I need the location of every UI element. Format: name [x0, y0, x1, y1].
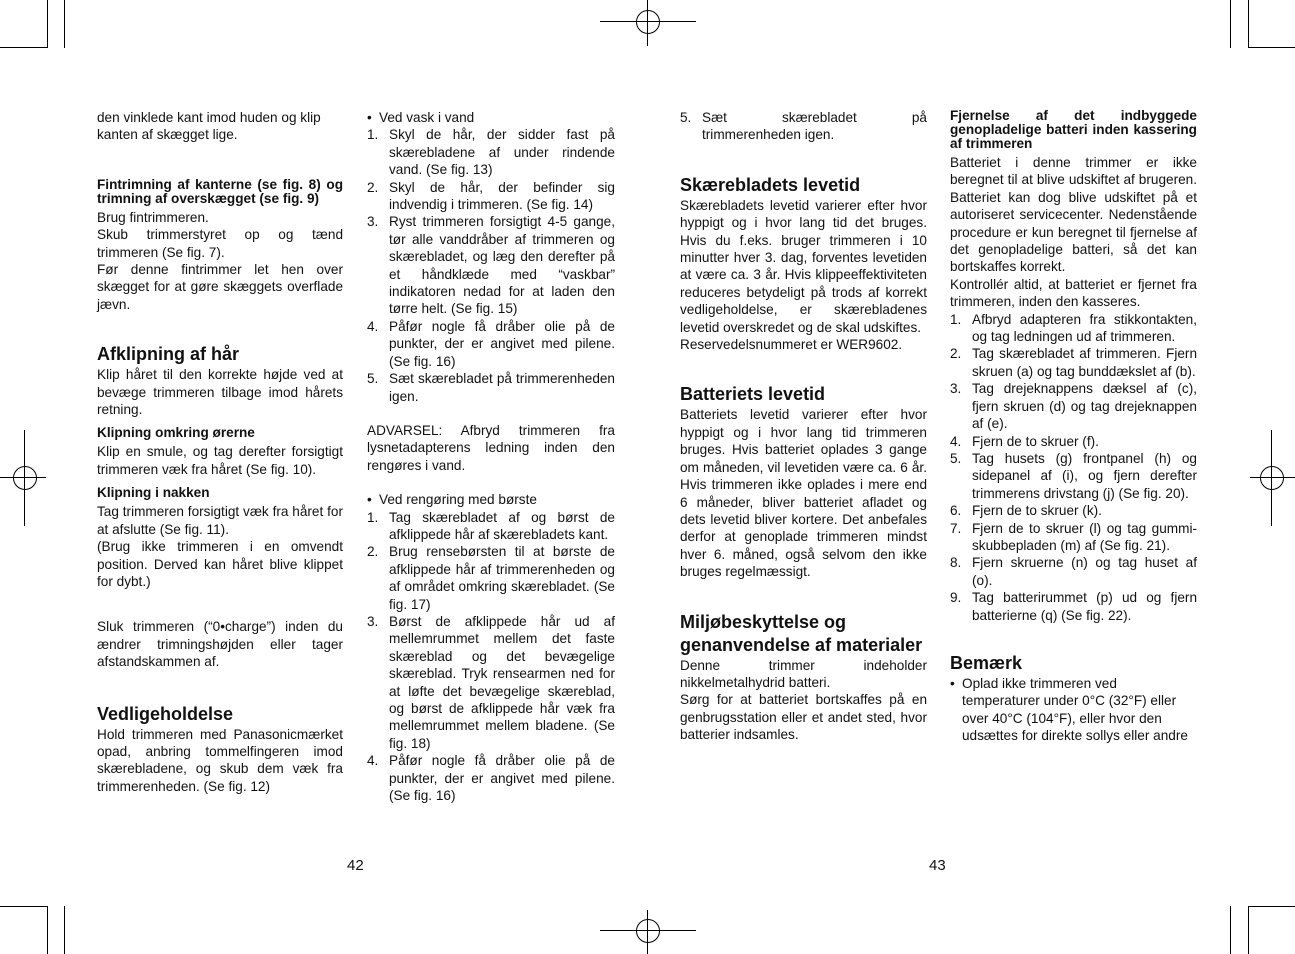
list-number: 2. — [950, 346, 962, 362]
list-item — [950, 554, 1197, 589]
list-number: 5. — [950, 450, 962, 466]
list-text: Tag husets (g) frontpanel (h) og sidepanel af (i), og fjern derefter trimmerens drivstang (j) (Se fig. 20). — [972, 450, 1197, 501]
fintrim-text-1: Brug fintrimmeren. — [97, 209, 209, 225]
list-item — [367, 318, 615, 370]
vask-label — [367, 109, 615, 126]
fjern-batteri-text-2: Kontrollér altid, at batteriet er fjernet fra trimmeren, inden den kasseres. — [950, 276, 1197, 310]
page43-column-left — [680, 109, 927, 744]
list-number: 2. — [367, 544, 379, 560]
ore-text: Klip en smule, og tag derefter forsigtigt trimmeren væk fra håret (Se fig. 10). — [97, 444, 343, 477]
page-number-43: 43 — [929, 857, 946, 874]
skaereblad-levetid-heading: Skærebladets levetid — [680, 174, 861, 195]
bullet: • — [367, 110, 372, 125]
intro-text: den vinklede kant imod huden og klip kanten af skægget lige. — [97, 110, 321, 143]
fjern-batteri-heading: Fjernelse af det indbyggede genopladelige batteri inden kassering af trimmeren — [950, 108, 1197, 151]
list-number: 1. — [367, 509, 379, 525]
list-number: 5. — [680, 110, 692, 125]
borste-label — [367, 491, 615, 508]
list-text: Fjern de to skruer (f). — [972, 433, 1099, 449]
advarsel-text: ADVARSEL: Afbryd trimmeren fra lysnetadapterens ledning inden den rengøres i vand. — [367, 422, 615, 473]
list-item — [950, 450, 1197, 502]
bemaerk-text: Oplad ikke trimmeren ved temperaturer under 0°C (32°F) eller over 40°C (104°F), eller hvor den udsættes for direkte sollys eller andre — [962, 675, 1188, 744]
list-item — [367, 126, 615, 178]
crop-mark-top-left-v — [47, 0, 48, 48]
registration-mark-bottom — [600, 906, 696, 954]
list-item — [367, 370, 615, 405]
crop-mark-top-right-h — [1248, 47, 1295, 48]
miljo-text-1: Denne trimmer indeholder nikkelmetalhydrid batteri. — [680, 657, 927, 690]
vask-label-text: Ved vask i vand — [379, 110, 475, 125]
list-text: Skyl de hår, der sidder fast på skærebladene af under rindende vand. (Se fig. 13) — [389, 127, 615, 178]
page42-column-right — [367, 109, 615, 804]
bullet: • — [367, 492, 372, 508]
list-text: Påfør nogle få dråber olie på de punkter, der er angivet med pilene. (Se fig. 16) — [389, 753, 615, 804]
list-number: 3. — [367, 613, 379, 629]
afklip-text: Klip håret til den korrekte højde ved at bevæge trimmeren tilbage imod hårets retning. — [97, 367, 343, 418]
list-text: Fjern skruerne (n) og tag huset af (o). — [972, 555, 1197, 588]
list-item — [950, 433, 1197, 450]
list-item — [950, 345, 1197, 380]
list-text: Ryst trimmeren forsigtigt 4-5 gange, tør alle vanddråber af trimmeren og skærebladet, og læg den derefter på et håndklæde med “vaskbar” indikatoren nedad for at laden den tørre helt. (Se fig. 15) — [389, 214, 615, 317]
list-number: 7. — [950, 520, 962, 536]
list-item — [367, 752, 615, 804]
list-text: Sæt skærebladet på trimmerenheden igen. — [389, 371, 615, 404]
bemaerk-heading: Bemærk — [950, 652, 1023, 673]
crop-mark-bottom-right-v2 — [1230, 906, 1231, 954]
list-text: Tag skærebladet af og børst de afklippede hår af skærebladets kant. — [389, 509, 615, 542]
crop-mark-top-left-v2 — [64, 0, 65, 48]
miljo-heading: Miljøbeskyttelse og genanvendelse af materialer — [680, 611, 923, 655]
list-number: 1. — [367, 127, 379, 143]
vask-steps-list — [367, 126, 615, 405]
list-number: 1. — [950, 311, 962, 327]
fintrim-text-3: Før denne fintrimmer let hen over skægget for at gøre skæggets overflade jævn. — [97, 262, 343, 312]
crop-mark-top-left-h — [0, 47, 48, 48]
list-text: Afbryd adapteren fra stikkontakten, og tag ledningen ud af trimmeren. — [972, 311, 1197, 345]
batteri-levetid-heading: Batteriets levetid — [680, 384, 826, 405]
vedligeholdelse-text: Hold trimmeren med Panasonicmærket opad, anbring tommelfingeren imod skærebladene, og skub dem væk fra trimmerenheden. (Se fig. 12) — [97, 726, 343, 794]
list-text: Tag drejeknappens dæksel af (c), fjern skruen (d) og tag drejeknappen af (e). — [972, 381, 1197, 432]
nakke-text-2: (Brug ikke trimmeren i en omvendt position. Derved kan håret blive klippet for dybt.) — [97, 539, 343, 589]
afklip-heading: Afklipning af hår — [97, 344, 240, 365]
page-number-42: 42 — [347, 857, 364, 874]
nakke-text-1: Tag trimmeren forsigtigt væk fra håret for at afslutte (Se fig. 11). — [97, 504, 343, 537]
batteri-levetid-text: Batteriets levetid varierer efter hvor hyppigt og i hvor lang tid trimmeren bruges. Hvis batteriet oplades 3 gange om måneden, vil levetiden være ca. 6 år. Hvis trimmeren ikke oplades i mere end 6 måneder, bliver batteriet afladet og dets levetid bliver kortere. Det anbefales derfor at genoplade trimmeren mindst hver 6. måned, også selvom den ikke bruges regelmæssigt. — [680, 407, 927, 580]
list-item — [950, 311, 1197, 346]
list-item — [680, 109, 927, 144]
list-text: Fjern de to skruer (l) og tag gummi-skubbepladen (m) af (Se fig. 21). — [972, 520, 1197, 553]
page42-column-left — [97, 109, 343, 795]
list-number: 9. — [950, 590, 962, 606]
list-number: 8. — [950, 555, 962, 571]
fintrim-heading: Fintrimning af kanterne (se fig. 8) og trimning af overskægget (se fig. 9) — [97, 176, 343, 206]
list-item — [367, 179, 615, 214]
list-item — [950, 380, 1197, 432]
nakke-heading: Klipning i nakken — [97, 485, 210, 501]
bullet: • — [950, 675, 955, 691]
list-item — [367, 543, 615, 613]
bemaerk-item — [950, 675, 1197, 745]
list-item — [950, 520, 1197, 555]
list-number: 3. — [950, 381, 962, 397]
registration-mark-right — [1248, 430, 1295, 526]
list-text: Skyl de hår, der befinder sig indvendig i trimmeren. (Se fig. 14) — [389, 179, 615, 213]
fjern-steps-list — [950, 311, 1197, 624]
list-text: Brug rensebørsten til at børste de afklippede hår af trimmerenheden og af området omkring skærebladet. (Se fig. 17) — [389, 544, 615, 612]
list-number: 4. — [367, 318, 379, 334]
list-number: 4. — [950, 433, 962, 449]
list-text: Tag batterirummet (p) ud og fjern batterierne (q) (Se fig. 22). — [972, 590, 1197, 623]
list-number: 5. — [367, 371, 379, 387]
list-number: 6. — [950, 503, 962, 519]
crop-mark-top-right-v — [1248, 0, 1249, 48]
skaereblad-levetid-text: Skærebladets levetid varierer efter hvor hyppigt og i hvor lang tid det bruges. Hvis du f.eks. bruger trimmeren i 10 minutter hver 3. dag, forventes levetiden at være ca. 3 år. Hvis klippeeffektiviteten reduceres betydeligt på trods af korrekt vedligeholdelse, er skærebladenes levetid overskredet og de skal udskiftes. — [680, 197, 927, 335]
list-text: Sæt skærebladet på trimmerenheden igen. — [702, 110, 927, 143]
list-text: Børst de afklippede hår ud af mellemrummet mellem det faste skæreblad og det bevægelige skæreblad. Tryk rensearmen ned for at løfte det bevægelige skæreblad, og børst de afklippede hår væk fra mellemrummet mellem bladene. (Se fig. 18) — [389, 613, 615, 751]
crop-mark-bottom-left-v — [47, 906, 48, 954]
fjern-batteri-text-1: Batteriet i denne trimmer er ikke beregnet til at blive udskiftet af brugeren. Batteriet kan dog blive udskiftet på et autoriseret servicecenter. Nedenstående procedure er kun beregnet til fjernelse af det genopladelige batteri, så det kan bortskaffes korrekt. — [950, 155, 1197, 275]
fintrim-text-2: Skub trimmerstyret op og tænd trimmeren (Se fig. 7). — [97, 227, 343, 260]
list-item — [367, 213, 615, 317]
list-item — [367, 509, 615, 544]
list-item — [367, 613, 615, 752]
crop-mark-bottom-left-h — [0, 906, 48, 907]
registration-mark-left — [0, 430, 48, 526]
list-number: 3. — [367, 214, 379, 230]
ore-heading: Klipning omkring ørerne — [97, 425, 255, 441]
crop-mark-bottom-right-v — [1248, 906, 1249, 954]
list-number: 4. — [367, 753, 379, 769]
list-item — [950, 502, 1197, 519]
reservedel-text: Reservedelsnummeret er WER9602. — [680, 337, 903, 353]
miljo-text-2: Sørg for at batteriet bortskaffes på en genbrugsstation eller et andet sted, hvor batterier indsamles. — [680, 692, 927, 743]
page43-column-right — [950, 109, 1197, 745]
borste-steps-list — [367, 509, 615, 805]
list-text: Tag skærebladet af trimmeren. Fjern skruen (a) og tag bunddækslet af (b). — [972, 346, 1197, 379]
crop-mark-bottom-right-h — [1248, 906, 1295, 907]
crop-mark-top-right-v2 — [1230, 0, 1231, 48]
list-text: Påfør nogle få dråber olie på de punkter, der er angivet med pilene. (Se fig. 16) — [389, 318, 615, 369]
borste-label-text: Ved rengøring med børste — [379, 492, 537, 508]
vedligeholdelse-heading: Vedligeholdelse — [97, 703, 234, 724]
list-item — [950, 589, 1197, 624]
sluk-text: Sluk trimmeren (“0•charge”) inden du ændrer trimningshøjden eller tager afstandskammen af. — [97, 619, 343, 670]
list-text: Fjern de to skruer (k). — [972, 503, 1102, 519]
list-number: 2. — [367, 179, 379, 195]
crop-mark-bottom-left-v2 — [64, 906, 65, 954]
registration-mark-top — [600, 0, 696, 48]
